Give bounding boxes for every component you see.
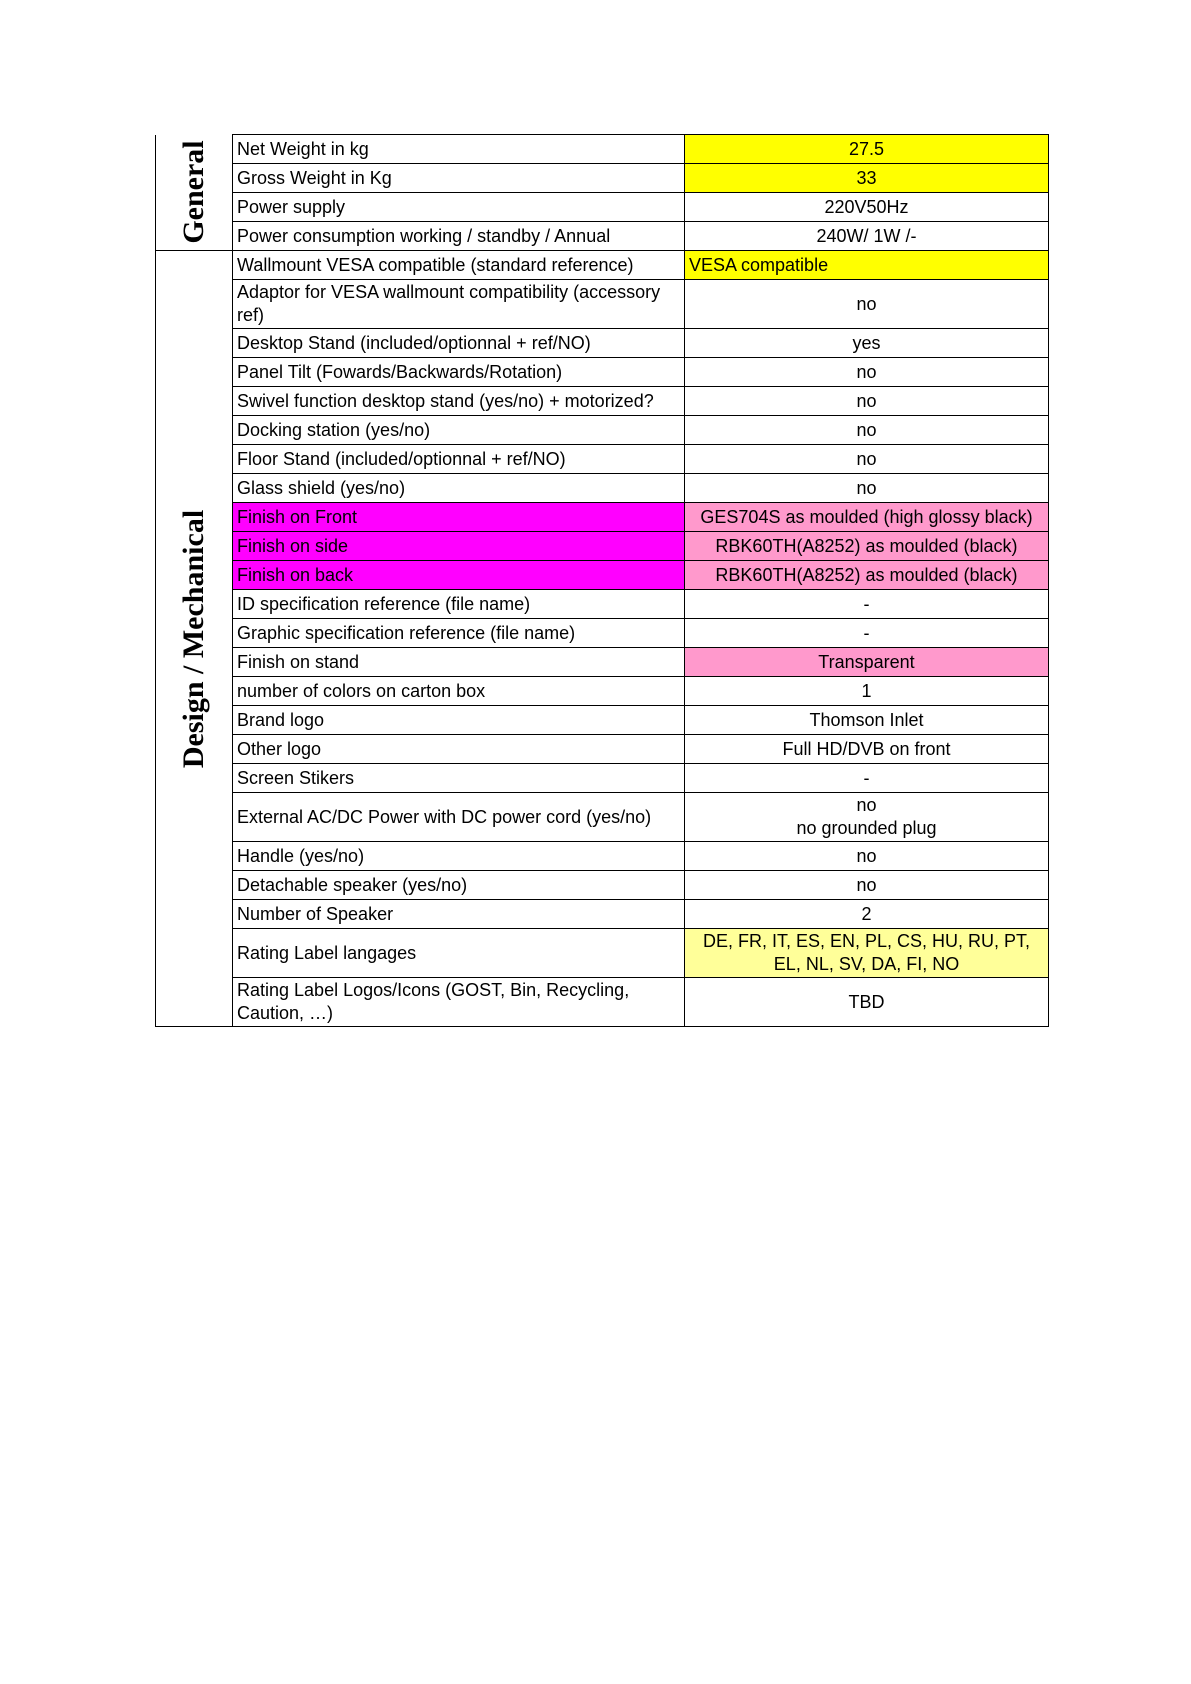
row-label: Floor Stand (included/optionnal + ref/NO) [233,445,685,474]
row-label: Rating Label langages [233,929,685,978]
table-row [156,474,1049,503]
row-label: Graphic specification reference (file name) [233,619,685,648]
row-value: Transparent [685,648,1049,677]
table-row [156,842,1049,871]
row-value: yes [685,329,1049,358]
table-row [156,978,1049,1027]
category-design-mechanical [156,251,233,1027]
table-row [156,193,1049,222]
row-label: Power supply [233,193,685,222]
table-row [156,735,1049,764]
table-row [156,222,1049,251]
row-value: no [685,842,1049,871]
row-label: Screen Stikers [233,764,685,793]
row-label: Glass shield (yes/no) [233,474,685,503]
row-value: no [685,387,1049,416]
row-label: number of colors on carton box [233,677,685,706]
row-value: RBK60TH(A8252) as moulded (black) [685,532,1049,561]
row-value: VESA compatible [685,251,1049,280]
row-label: Docking station (yes/no) [233,416,685,445]
row-value: 240W/ 1W /- [685,222,1049,251]
table-row [156,929,1049,978]
row-label: Wallmount VESA compatible (standard reference) [233,251,685,280]
category-label: General [177,140,210,244]
row-value: 27.5 [685,135,1049,164]
table-row [156,164,1049,193]
row-value: TBD [685,978,1049,1027]
row-label: Net Weight in kg [233,135,685,164]
table-row [156,706,1049,735]
table-row [156,532,1049,561]
category-general [156,135,233,251]
row-value: 220V50Hz [685,193,1049,222]
row-label: Finish on back [233,561,685,590]
table-row [156,871,1049,900]
row-label: Desktop Stand (included/optionnal + ref/NO) [233,329,685,358]
row-label: Panel Tilt (Fowards/Backwards/Rotation) [233,358,685,387]
spec-table [155,134,1049,1027]
table-row [156,503,1049,532]
table-row [156,329,1049,358]
row-value: - [685,619,1049,648]
row-label: Brand logo [233,706,685,735]
row-label: External AC/DC Power with DC power cord (yes/no) [233,793,685,842]
table-row [156,764,1049,793]
row-value: no [685,445,1049,474]
row-value: no [685,358,1049,387]
table-row [156,280,1049,329]
row-label: Swivel function desktop stand (yes/no) + motorized? [233,387,685,416]
row-value: Full HD/DVB on front [685,735,1049,764]
row-value: no [685,280,1049,329]
row-label: Adaptor for VESA wallmount compatibility (accessory ref) [233,280,685,329]
row-value: 2 [685,900,1049,929]
row-label: Finish on side [233,532,685,561]
row-value: no [685,871,1049,900]
table-row [156,677,1049,706]
row-label: ID specification reference (file name) [233,590,685,619]
table-row [156,358,1049,387]
row-value: - [685,764,1049,793]
row-value: Thomson Inlet [685,706,1049,735]
table-row [156,590,1049,619]
table-row [156,416,1049,445]
row-value: no no grounded plug [685,793,1049,842]
row-value: 1 [685,677,1049,706]
table-row [156,445,1049,474]
row-label: Rating Label Logos/Icons (GOST, Bin, Recycling, Caution, …) [233,978,685,1027]
row-value: no [685,416,1049,445]
row-value: DE, FR, IT, ES, EN, PL, CS, HU, RU, PT, EL, NL, SV, DA, FI, NO [685,929,1049,978]
table-row [156,135,1049,164]
row-value: no [685,474,1049,503]
row-label: Handle (yes/no) [233,842,685,871]
table-row [156,387,1049,416]
table-row [156,793,1049,842]
table-row [156,561,1049,590]
row-label: Other logo [233,735,685,764]
row-label: Gross Weight in Kg [233,164,685,193]
row-value: 33 [685,164,1049,193]
row-label: Number of Speaker [233,900,685,929]
row-label: Detachable speaker (yes/no) [233,871,685,900]
table-row [156,251,1049,280]
row-value: GES704S as moulded (high glossy black) [685,503,1049,532]
table-row [156,648,1049,677]
table-row [156,900,1049,929]
row-label: Finish on Front [233,503,685,532]
row-label: Power consumption working / standby / Annual [233,222,685,251]
row-value: RBK60TH(A8252) as moulded (black) [685,561,1049,590]
row-label: Finish on stand [233,648,685,677]
table-row [156,619,1049,648]
row-value: - [685,590,1049,619]
category-label: Design / Mechanical [177,509,210,768]
